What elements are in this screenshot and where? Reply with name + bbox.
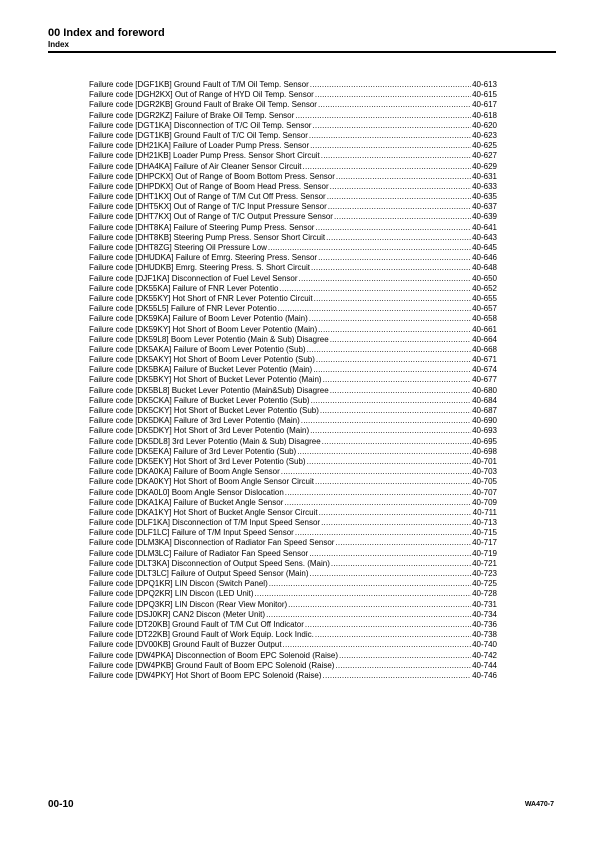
- entry-label: Failure code [DK5EKY] Hot Short of 3rd Lever Potentio (Sub): [89, 456, 306, 466]
- index-entry[interactable]: [89, 325, 497, 335]
- entry-page: 40-698: [472, 446, 497, 456]
- index-entry[interactable]: [89, 233, 497, 243]
- index-entry[interactable]: [89, 406, 497, 416]
- dot-leader: [315, 630, 471, 640]
- index-entry[interactable]: [89, 100, 497, 110]
- entry-page: 40-637: [472, 202, 497, 212]
- entry-page: 40-618: [472, 110, 497, 120]
- index-entry[interactable]: [89, 386, 497, 396]
- entry-label: Failure code [DK5DL8] 3rd Lever Potentio (Main & Sub) Disagree: [89, 436, 321, 446]
- entry-page: 40-731: [472, 599, 497, 609]
- dot-leader: [312, 121, 471, 131]
- section-title: 00 Index and foreword: [48, 27, 165, 39]
- entry-label: Failure code [DHUDKA] Failure of Emrg. Steering Press. Sensor: [89, 253, 318, 263]
- entry-page: 40-648: [472, 263, 497, 273]
- index-entry[interactable]: [89, 172, 497, 182]
- entry-label: Failure code [DGT1KB] Ground Fault of T/C Oil Temp. Sensor: [89, 130, 308, 140]
- entry-label: Failure code [DLT3KA] Disconnection of Output Speed Sens. (Main): [89, 558, 330, 568]
- entry-page: 40-709: [472, 497, 497, 507]
- dot-leader: [328, 202, 471, 212]
- dot-leader: [321, 518, 471, 528]
- index-entry[interactable]: [89, 263, 497, 273]
- index-entry[interactable]: [89, 253, 497, 263]
- entry-page: 40-613: [472, 80, 497, 89]
- dot-leader: [335, 661, 471, 671]
- index-entry[interactable]: [89, 610, 497, 620]
- entry-label: Failure code [DPQ2KR] LIN Discon (LED Unit): [89, 589, 254, 599]
- entry-page: 40-658: [472, 314, 497, 324]
- entry-label: Failure code [DK55KY] Hot Short of FNR Lever Potentio Circuit: [89, 293, 313, 303]
- entry-label: Failure code [DHPDKX] Out of Range of Boom Head Press. Sensor: [89, 181, 329, 191]
- index-entry[interactable]: [89, 437, 497, 447]
- index-entry[interactable]: [89, 651, 497, 661]
- entry-page: 40-625: [472, 141, 497, 151]
- index-entry[interactable]: [89, 498, 497, 508]
- entry-page: 40-615: [472, 90, 497, 100]
- index-entry[interactable]: [89, 151, 497, 161]
- entry-label: Failure code [DT22KB] Ground Fault of Work Equip. Lock Indic.: [89, 630, 314, 640]
- entry-page: 40-639: [472, 212, 497, 222]
- entry-page: 40-664: [472, 334, 497, 344]
- entry-label: Failure code [DKA1KY] Hot Short of Bucket Angle Sensor Circuit: [89, 507, 318, 517]
- entry-label: Failure code [DK55KA] Failure of FNR Lever Potentio: [89, 283, 279, 293]
- index-entry[interactable]: [89, 365, 497, 375]
- index-entry[interactable]: [89, 447, 497, 457]
- dot-leader: [279, 284, 471, 294]
- dot-leader: [307, 457, 472, 467]
- entry-label: Failure code [DHT1KX] Out of Range of T/M Cut Off Press. Sensor: [89, 192, 326, 202]
- index-entry[interactable]: [89, 559, 497, 569]
- index-entry[interactable]: [89, 457, 497, 467]
- entry-page: 40-641: [472, 222, 497, 232]
- dot-leader: [255, 589, 472, 599]
- entry-page: 40-645: [472, 243, 497, 252]
- entry-page: 40-738: [472, 630, 497, 640]
- entry-page: 40-617: [472, 100, 497, 110]
- entry-page: 40-746: [472, 670, 497, 680]
- entry-label: Failure code [DJF1KA] Disconnection of Fuel Level Sensor: [89, 273, 298, 283]
- dot-leader: [309, 314, 471, 324]
- entry-label: Failure code [DK59KY] Hot Short of Boom Lever Potentio (Main): [89, 324, 318, 334]
- index-entry[interactable]: [89, 620, 497, 630]
- index-entry[interactable]: [89, 640, 497, 650]
- entry-page: 40-643: [472, 232, 497, 242]
- dot-leader: [310, 569, 472, 579]
- dot-leader: [315, 90, 471, 100]
- entry-page: 40-721: [472, 558, 497, 568]
- dot-leader: [310, 80, 471, 90]
- dot-leader: [335, 538, 471, 548]
- entry-label: Failure code [DK59L8] Boom Lever Potentio (Main & Sub) Disagree: [89, 334, 329, 344]
- entry-page: 40-633: [472, 181, 497, 191]
- entry-page: 40-674: [472, 365, 497, 375]
- index-entry[interactable]: [89, 192, 497, 202]
- index-entry[interactable]: [89, 375, 497, 385]
- index-entry[interactable]: [89, 243, 497, 253]
- entry-label: Failure code [DHT8KA] Failure of Steering Pump Press. Sensor: [89, 222, 315, 232]
- entry-label: Failure code [DLF1KA] Disconnection of T/M Input Speed Sensor: [89, 518, 321, 528]
- entry-page: 40-623: [472, 130, 497, 140]
- dot-leader: [313, 365, 471, 375]
- entry-label: Failure code [DKA0KA] Failure of Boom Angle Sensor: [89, 467, 280, 477]
- index-entry[interactable]: [89, 202, 497, 212]
- entry-page: 40-711: [472, 507, 497, 517]
- entry-page: 40-728: [472, 589, 497, 599]
- entry-page: 40-725: [472, 579, 497, 589]
- dot-leader: [266, 610, 471, 620]
- dot-leader: [326, 233, 471, 243]
- dot-leader: [318, 100, 471, 110]
- entry-page: 40-742: [472, 650, 497, 660]
- entry-label: Failure code [DW4PKA] Disconnection of Boom EPC Solenoid (Raise): [89, 650, 338, 660]
- entry-page: 40-707: [472, 487, 497, 497]
- entry-label: Failure code [DK5AKA] Failure of Boom Lever Potentio (Sub): [89, 344, 306, 354]
- dot-leader: [321, 151, 471, 161]
- entry-label: Failure code [DK5BKY] Hot Short of Bucket Lever Potentio (Main): [89, 375, 322, 385]
- entry-label: Failure code [DH21KB] Loader Pump Press. Sensor Short Circuit: [89, 151, 320, 161]
- index-entry[interactable]: [89, 294, 497, 304]
- index-entry[interactable]: [89, 335, 497, 345]
- index-entry[interactable]: [89, 671, 497, 681]
- entry-label: Failure code [DGR2KB] Ground Fault of Brake Oil Temp. Sensor: [89, 100, 317, 110]
- entry-label: Failure code [DGR2KZ] Failure of Brake Oil Temp. Sensor: [89, 110, 295, 120]
- header-divider: [48, 51, 556, 53]
- entry-page: 40-734: [472, 609, 497, 619]
- index-entry[interactable]: [89, 162, 497, 172]
- entry-page: 40-715: [472, 528, 497, 538]
- entry-page: 40-687: [472, 406, 497, 415]
- index-entry[interactable]: [89, 90, 497, 100]
- dot-leader: [303, 162, 472, 172]
- entry-page: 40-652: [472, 283, 497, 293]
- index-entry[interactable]: [89, 121, 497, 131]
- dot-leader: [320, 406, 471, 416]
- entry-label: Failure code [DHUDKB] Emrg. Steering Press. S. Short Circuit: [89, 263, 310, 273]
- index-entry[interactable]: [89, 182, 497, 192]
- entry-page: 40-684: [472, 395, 497, 405]
- entry-label: Failure code [DK5DKY] Hot Short of 3rd Lever Potentio (Main): [89, 426, 310, 436]
- index-entry[interactable]: [89, 396, 497, 406]
- entry-label: Failure code [DLF1LC] Failure of T/M Input Speed Sensor: [89, 528, 294, 538]
- entry-page: 40-661: [472, 324, 497, 334]
- dot-leader: [283, 640, 472, 650]
- dot-leader: [314, 294, 471, 304]
- entry-label: Failure code [DHT5KX] Out of Range of T/C Input Pressure Sensor: [89, 202, 327, 212]
- dot-leader: [310, 141, 471, 151]
- section-subtitle: Index: [48, 40, 69, 49]
- entry-page: 40-713: [472, 518, 497, 528]
- index-entry[interactable]: [89, 426, 497, 436]
- entry-label: Failure code [DK59KA] Failure of Boom Lever Potentio (Main): [89, 314, 308, 324]
- dot-leader: [310, 426, 471, 436]
- model-number: WA470-7: [524, 801, 554, 808]
- entry-label: Failure code [DGH2KX] Out of Range of HYD Oil Temp. Sensor: [89, 90, 314, 100]
- entry-label: Failure code [DHPCKX] Out of Range of Boom Bottom Press. Sensor: [89, 171, 335, 181]
- entry-label: Failure code [DLM3LC] Failure of Radiator Fan Speed Sensor: [89, 548, 309, 558]
- entry-label: Failure code [DGF1KB] Ground Fault of T/M Oil Temp. Sensor: [89, 80, 309, 89]
- dot-leader: [318, 253, 471, 263]
- dot-leader: [327, 192, 471, 202]
- entry-label: Failure code [DT20KB] Ground Fault of T/M Cut Off Indicator: [89, 619, 304, 629]
- index-entry[interactable]: [89, 284, 497, 294]
- dot-leader: [278, 304, 471, 314]
- index-entry[interactable]: [89, 508, 497, 518]
- index-entry[interactable]: [89, 549, 497, 559]
- entry-label: Failure code [DK5BKA] Failure of Bucket Lever Potentio (Main): [89, 365, 313, 375]
- entry-page: 40-646: [472, 253, 497, 263]
- dot-leader: [301, 416, 471, 426]
- index-entry[interactable]: [89, 80, 497, 90]
- entry-page: 40-620: [472, 120, 497, 130]
- index-entry[interactable]: [89, 538, 497, 548]
- entry-label: Failure code [DPQ3KR] LIN Discon (Rear View Monitor): [89, 599, 288, 609]
- entry-page: 40-717: [472, 538, 497, 548]
- dot-leader: [297, 447, 471, 457]
- dot-leader: [318, 325, 471, 335]
- dot-leader: [305, 620, 471, 630]
- index-entry[interactable]: [89, 304, 497, 314]
- index-entry[interactable]: [89, 630, 497, 640]
- dot-leader: [295, 528, 471, 538]
- entry-label: Failure code [DLT3LC] Failure of Output Speed Sensor (Main): [89, 569, 309, 578]
- index-entry[interactable]: [89, 600, 497, 610]
- entry-label: Failure code [DK5AKY] Hot Short of Boom Lever Potentio (Sub): [89, 355, 315, 365]
- entry-page: 40-705: [472, 477, 497, 487]
- dot-leader: [336, 172, 471, 182]
- entry-label: Failure code [DKA0L0] Boom Angle Sensor Dislocation: [89, 487, 284, 497]
- entry-page: 40-744: [472, 660, 497, 670]
- index-list: [89, 80, 497, 681]
- entry-label: Failure code [DK5CKY] Hot Short of Bucket Lever Potentio (Sub): [89, 406, 319, 415]
- dot-leader: [323, 375, 472, 385]
- dot-leader: [295, 111, 471, 121]
- dot-leader: [284, 498, 471, 508]
- dot-leader: [269, 579, 471, 589]
- index-entry[interactable]: [89, 223, 497, 233]
- dot-leader: [330, 386, 471, 396]
- dot-leader: [315, 477, 471, 487]
- dot-leader: [334, 212, 471, 222]
- entry-page: 40-657: [472, 304, 497, 314]
- entry-page: 40-671: [472, 355, 497, 365]
- index-entry[interactable]: [89, 111, 497, 121]
- dot-leader: [309, 549, 471, 559]
- entry-page: 40-719: [472, 548, 497, 558]
- index-entry[interactable]: [89, 345, 497, 355]
- entry-page: 40-690: [472, 416, 497, 426]
- index-entry[interactable]: [89, 131, 497, 141]
- dot-leader: [330, 182, 471, 192]
- dot-leader: [316, 355, 471, 365]
- entry-page: 40-677: [472, 375, 497, 385]
- dot-leader: [315, 223, 471, 233]
- index-entry[interactable]: [89, 355, 497, 365]
- entry-page: 40-655: [472, 293, 497, 303]
- dot-leader: [268, 243, 471, 253]
- entry-label: Failure code [DHT7KX] Out of Range of T/C Output Pressure Sensor: [89, 212, 333, 222]
- entry-page: 40-695: [472, 436, 497, 446]
- index-entry[interactable]: [89, 314, 497, 324]
- entry-page: 40-680: [472, 385, 497, 395]
- entry-label: Failure code [DHA4KA] Failure of Air Cleaner Sensor Circuit: [89, 161, 302, 171]
- entry-page: 40-668: [472, 344, 497, 354]
- dot-leader: [339, 651, 471, 661]
- entry-page: 40-736: [472, 619, 497, 629]
- index-entry[interactable]: [89, 569, 497, 579]
- page-number: 00-10: [48, 799, 74, 810]
- entry-label: Failure code [DK5CKA] Failure of Bucket Lever Potentio (Sub): [89, 395, 310, 405]
- entry-label: Failure code [DSJ0KR] CAN2 Discon (Meter Unit): [89, 609, 266, 619]
- entry-label: Failure code [DKA0KY] Hot Short of Boom Angle Sensor Circuit: [89, 477, 314, 487]
- dot-leader: [319, 508, 472, 518]
- dot-leader: [307, 345, 472, 355]
- dot-leader: [288, 600, 471, 610]
- dot-leader: [322, 437, 471, 447]
- dot-leader: [331, 559, 471, 569]
- entry-label: Failure code [DGT1KA] Disconnection of T/C Oil Temp. Sensor: [89, 120, 312, 130]
- entry-label: Failure code [DK55L5] Failure of FNR Lever Potentio: [89, 304, 277, 314]
- dot-leader: [311, 396, 472, 406]
- page-header: [48, 27, 556, 50]
- index-entry[interactable]: [89, 528, 497, 538]
- dot-leader: [285, 488, 471, 498]
- entry-label: Failure code [DHT8KB] Steering Pump Press. Sensor Short Circuit: [89, 232, 326, 242]
- entry-page: 40-703: [472, 467, 497, 477]
- entry-page: 40-723: [472, 569, 497, 578]
- entry-page: 40-693: [472, 426, 497, 436]
- entry-label: Failure code [DK5EKA] Failure of 3rd Lever Potentio (Sub): [89, 446, 297, 456]
- index-entry[interactable]: [89, 518, 497, 528]
- entry-page: 40-701: [472, 456, 497, 466]
- entry-page: 40-740: [472, 640, 497, 650]
- index-entry[interactable]: [89, 477, 497, 487]
- index-entry[interactable]: [89, 274, 497, 284]
- entry-page: 40-650: [472, 273, 497, 283]
- dot-leader: [323, 671, 472, 681]
- entry-label: Failure code [DV00KB] Ground Fault of Buzzer Output: [89, 640, 282, 650]
- entry-label: Failure code [DHT8ZG] Steering Oil Pressure Low: [89, 243, 267, 252]
- entry-page: 40-629: [472, 161, 497, 171]
- dot-leader: [309, 131, 471, 141]
- entry-label: Failure code [DLM3KA] Disconnection of Radiator Fan Speed Sensor: [89, 538, 335, 548]
- index-entry[interactable]: [89, 488, 497, 498]
- entry-label: Failure code [DKA1KA] Failure of Bucket Angle Sensor: [89, 497, 284, 507]
- entry-page: 40-627: [472, 151, 497, 161]
- dot-leader: [299, 274, 472, 284]
- entry-page: 40-635: [472, 192, 497, 202]
- entry-label: Failure code [DH21KA] Failure of Loader Pump Press. Sensor: [89, 141, 310, 151]
- index-entry[interactable]: [89, 467, 497, 477]
- entry-page: 40-631: [472, 171, 497, 181]
- index-entry[interactable]: [89, 212, 497, 222]
- index-entry[interactable]: [89, 416, 497, 426]
- index-entry[interactable]: [89, 661, 497, 671]
- dot-leader: [330, 335, 471, 345]
- entry-label: Failure code [DPQ1KR] LIN Discon (Switch Panel): [89, 579, 268, 589]
- entry-label: Failure code [DK5BL8] Bucket Lever Potentio (Main&Sub) Disagree: [89, 385, 329, 395]
- entry-label: Failure code [DW4PKB] Ground Fault of Boom EPC Solenoid (Raise): [89, 660, 335, 670]
- entry-label: Failure code [DW4PKY] Hot Short of Boom EPC Solenoid (Raise): [89, 670, 322, 680]
- entry-label: Failure code [DK5DKA] Failure of 3rd Lever Potentio (Main): [89, 416, 300, 426]
- index-entry[interactable]: [89, 141, 497, 151]
- dot-leader: [281, 467, 471, 477]
- index-entry[interactable]: [89, 579, 497, 589]
- dot-leader: [311, 263, 471, 273]
- index-entry[interactable]: [89, 589, 497, 599]
